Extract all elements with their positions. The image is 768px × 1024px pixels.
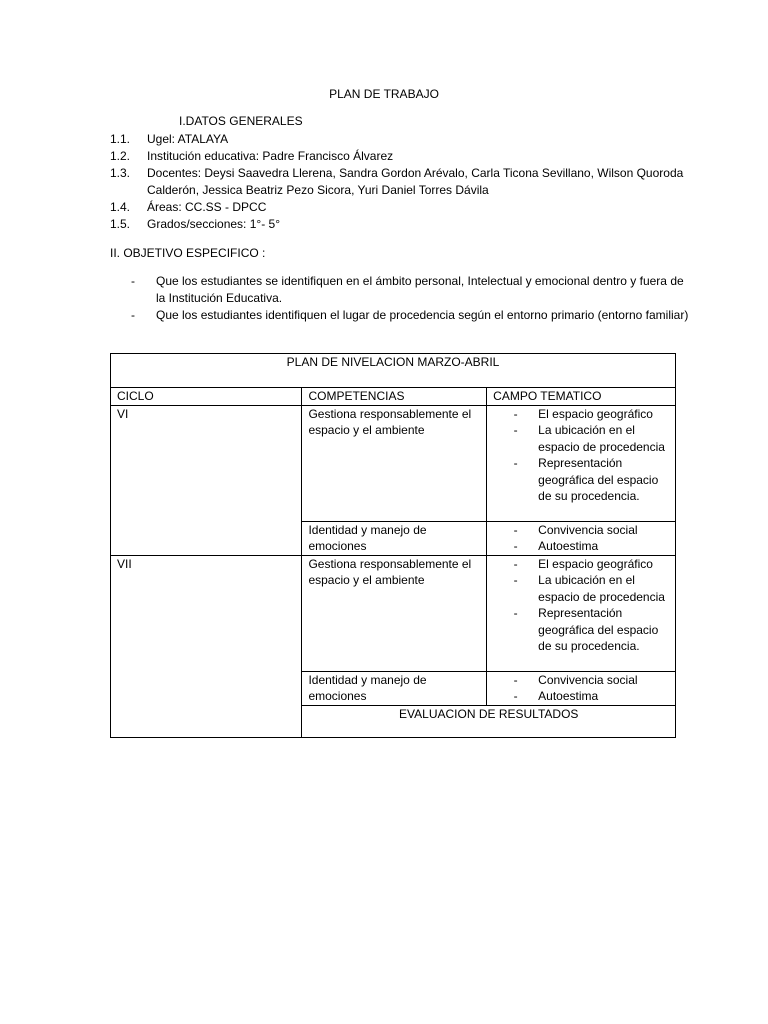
- section-heading-objetivo: II. OBJETIVO ESPECIFICO :: [110, 246, 266, 260]
- item-text: Institución educativa: Padre Francisco Álvarez: [147, 149, 394, 163]
- item-number: 1.5.: [110, 217, 131, 231]
- datos-item: [110, 148, 690, 165]
- campo-cell: [487, 405, 676, 521]
- dash-marker: -: [131, 274, 135, 288]
- table-row: [111, 405, 676, 521]
- datos-item: [110, 131, 690, 148]
- item-number: 1.4.: [110, 200, 131, 214]
- ciclo-cell: VII: [111, 555, 302, 737]
- header-campo-tematico: CAMPO TEMATICO: [487, 388, 676, 406]
- objetivo-item: [131, 307, 691, 324]
- objetivo-text: Que los estudiantes identifiquen el lugar de procedencia según el entorno primario (entorno familiar): [156, 308, 689, 322]
- header-competencias: COMPETENCIAS: [302, 388, 487, 406]
- item-text: Grados/secciones: 1°- 5°: [147, 217, 280, 231]
- campo-item: - Representación geográfica del espacio de su procedencia.: [513, 456, 659, 503]
- page-title: PLAN DE TRABAJO: [329, 87, 439, 101]
- campo-item: - Autoestima: [513, 539, 599, 553]
- campo-item: - Convivencia social: [513, 672, 638, 687]
- table-row: [111, 555, 676, 671]
- item-number: 1.2.: [110, 149, 131, 163]
- datos-item: [110, 199, 690, 216]
- item-number: 1.1.: [110, 132, 131, 146]
- campo-item: - La ubicación en el espacio de procedencia: [513, 573, 665, 604]
- header-ciclo: CICLO: [111, 388, 302, 406]
- item-text: Docentes: Deysi Saavedra Llerena, Sandra Gordon Arévalo, Carla Ticona Sevillano, Wilson Quoroda Calderón, Jessica Beatriz Pezo Sicora, Yuri Daniel Torres Dávila: [147, 166, 684, 197]
- table-title-row: [111, 354, 676, 388]
- datos-item: [110, 165, 690, 199]
- competencia-cell: Identidad y manejo de emociones: [302, 671, 487, 705]
- dash-marker: -: [131, 308, 135, 322]
- competencia-cell: Gestiona responsablemente el espacio y el ambiente: [302, 555, 487, 671]
- campo-cell: [487, 555, 676, 671]
- objetivo-item: [131, 273, 691, 307]
- competencia-cell: Identidad y manejo de emociones: [302, 521, 487, 555]
- campo-item: - Autoestima: [513, 689, 599, 703]
- ciclo-cell: VI: [111, 405, 302, 555]
- campo-item: - Representación geográfica del espacio de su procedencia.: [513, 606, 659, 653]
- item-number: 1.3.: [110, 166, 131, 180]
- objetivo-text: Que los estudiantes se identifiquen en el ámbito personal, Intelectual y emocional dentro y fuera de la Institución Educativa.: [156, 274, 684, 305]
- item-text: Ugel: ATALAYA: [147, 132, 229, 146]
- campo-item: - La ubicación en el espacio de procedencia: [513, 423, 665, 454]
- evaluacion-resultados: EVALUACION DE RESULTADOS: [302, 705, 676, 737]
- objetivos-list: [131, 273, 691, 324]
- campo-item: - Convivencia social: [513, 522, 638, 537]
- datos-generales-list: [110, 131, 690, 233]
- campo-item: - El espacio geográfico: [513, 556, 653, 571]
- table-header-row: [111, 388, 676, 406]
- section-heading-datos-generales: I.DATOS GENERALES: [179, 114, 303, 128]
- item-text: Áreas: CC.SS - DPCC: [147, 200, 267, 214]
- campo-cell: [487, 521, 676, 555]
- competencia-cell: Gestiona responsablemente el espacio y el ambiente: [302, 405, 487, 521]
- table-title: PLAN DE NIVELACION MARZO-ABRIL: [111, 354, 676, 388]
- campo-cell: [487, 671, 676, 705]
- datos-item: [110, 216, 690, 233]
- plan-table: [110, 353, 676, 738]
- campo-item: - El espacio geográfico: [513, 406, 653, 421]
